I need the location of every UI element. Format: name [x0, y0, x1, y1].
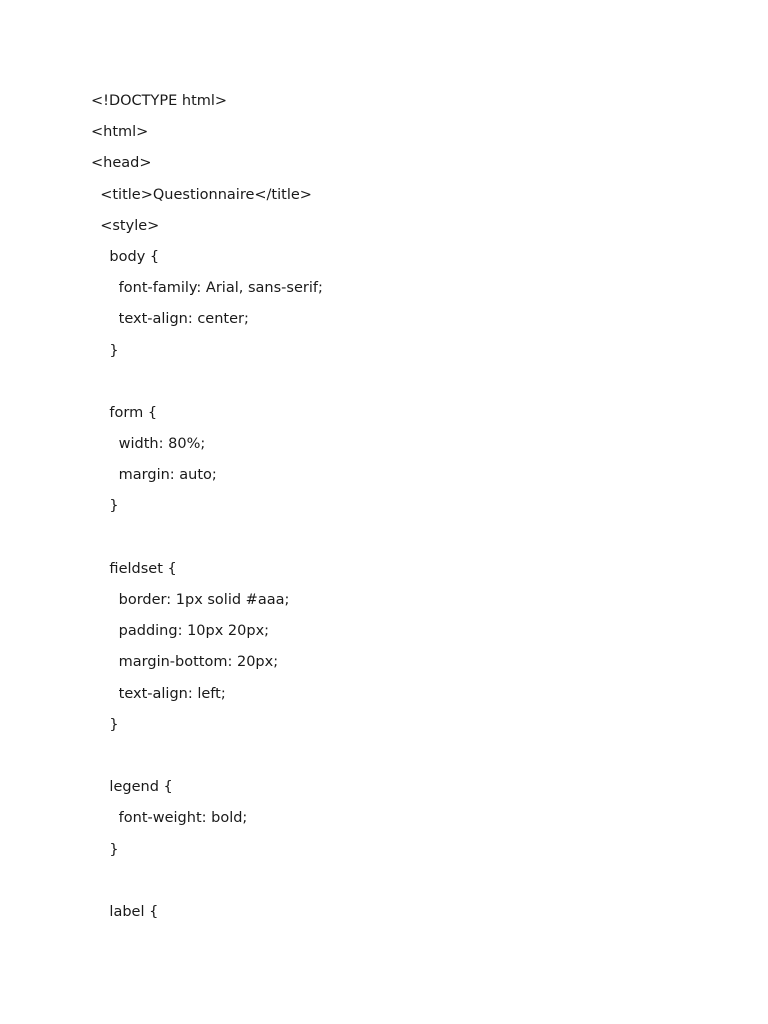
code-line: fieldset { — [91, 560, 177, 577]
code-listing — [91, 90, 323, 932]
code-line: } — [91, 342, 119, 359]
code-line: body { — [91, 248, 160, 265]
code-line: text-align: left; — [91, 685, 226, 702]
code-line-blank — [91, 371, 323, 402]
code-line: width: 80%; — [91, 436, 206, 453]
code-line-blank — [91, 745, 323, 776]
code-line: <style> — [91, 217, 160, 234]
code-line: font-family: Arial, sans-serif; — [91, 280, 323, 297]
code-line: } — [91, 498, 119, 515]
code-line: } — [91, 841, 119, 858]
code-line: form { — [91, 404, 158, 421]
code-line: font-weight: bold; — [91, 810, 248, 827]
code-line: padding: 10px 20px; — [91, 623, 270, 640]
code-line: <head> — [91, 155, 152, 172]
code-line: margin: auto; — [91, 467, 217, 484]
code-line: <!DOCTYPE html> — [91, 93, 228, 109]
code-line: margin-bottom: 20px; — [91, 654, 279, 671]
code-line: } — [91, 716, 119, 733]
code-line: text-align: center; — [91, 311, 249, 328]
code-line: legend { — [91, 779, 173, 796]
code-line: label { — [91, 903, 159, 920]
code-line: border: 1px solid #aaa; — [91, 592, 290, 608]
code-line: <html> — [91, 124, 149, 141]
code-line-blank — [91, 870, 323, 901]
code-line: <title>Questionnaire</title> — [91, 186, 312, 203]
code-line-blank — [91, 527, 323, 558]
